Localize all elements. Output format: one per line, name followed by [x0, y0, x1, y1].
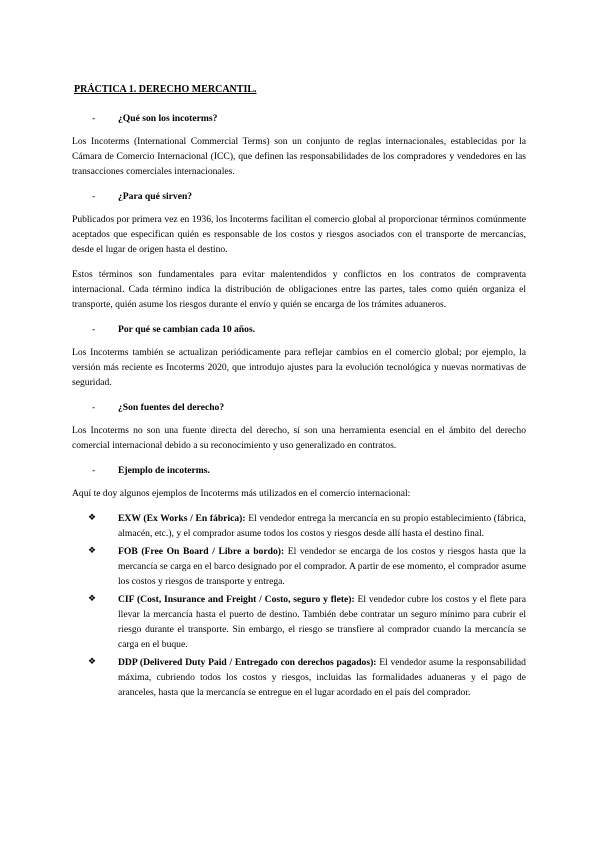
- term-label: DDP (Delivered Duty Paid / Entregado con derechos pagados):: [118, 657, 377, 668]
- term-description: El vendedor cubre los costos y el flete para llevar la mercancía hasta el puerto de destino. También debe contratar un seguro mínimo para cubrir el riesgo durante el transporte. Sin embargo, el riesgo se transfiere al comprador cuando la mercancía se carga en el buque.: [118, 594, 526, 650]
- paragraph: Aquí te doy algunos ejemplos de Incoterms más utilizados en el comercio internacional:: [72, 488, 411, 499]
- paragraph: Los Incoterms también se actualizan periódicamente para reflejar cambios en el comercio global; por ejemplo, la versión más reciente es Incoterms 2020, que introdujo ajustes para la evolución tecnológica y nuevas normativas de seguridad.: [72, 347, 526, 388]
- section-heading: [92, 400, 526, 415]
- list-item: [72, 655, 526, 700]
- heading-text: Ejemplo de incoterms.: [118, 465, 210, 476]
- document-page: [72, 82, 526, 703]
- dash-marker: -: [92, 402, 96, 413]
- paragraph: Los Incoterms no son una fuente directa del derecho, sí son una herramienta esencial en el ámbito del derecho comercial internacional debido a su reconocimiento y uso generalizado en contratos.: [72, 425, 526, 451]
- section-examples: [72, 463, 526, 700]
- section-purpose: [72, 189, 526, 312]
- section-heading: [92, 463, 526, 478]
- dash-marker: -: [92, 113, 96, 124]
- diamond-bullet-icon: ❖: [88, 546, 97, 556]
- dash-marker: -: [92, 324, 96, 335]
- term-label: FOB (Free On Board / Libre a bordo):: [118, 546, 285, 557]
- section-updates: [72, 322, 526, 390]
- term-label: CIF (Cost, Insurance and Freight / Costo, seguro y flete):: [118, 594, 355, 605]
- heading-text: ¿Qué son los incoterms?: [118, 113, 218, 124]
- document-title: PRÁCTICA 1. DERECHO MERCANTIL.: [74, 84, 257, 95]
- list-item-text: [118, 592, 526, 652]
- list-item-text: [118, 655, 526, 700]
- title-wrap: [72, 82, 526, 106]
- term-label: EXW (Ex Works / En fábrica):: [118, 513, 246, 524]
- paragraph: Publicados por primera vez en 1936, los Incoterms facilitan el comercio global al proporcionar términos comúnmente aceptados que especifican quién es responsable de los costos y riesgos asociados con el transporte de mercancías, desde el lugar de origen hasta el destino.: [72, 214, 526, 255]
- dash-marker: -: [92, 191, 96, 202]
- list-item-text: [118, 544, 526, 589]
- heading-text: ¿Son fuentes del derecho?: [118, 402, 225, 413]
- incoterms-list: [72, 511, 526, 700]
- paragraph: Los Incoterms (International Commercial Terms) son un conjunto de reglas internacionales, establecidas por la Cámara de Comercio Internacional (ICC), que definen las responsabilidades de los compradores y vendedores en las transacciones comerciales internacionales.: [72, 136, 526, 177]
- section-heading: [92, 322, 526, 337]
- diamond-bullet-icon: ❖: [88, 513, 97, 523]
- section-sources: [72, 400, 526, 453]
- heading-text: ¿Para qué sirven?: [118, 191, 193, 202]
- list-item: [72, 544, 526, 589]
- paragraph: Estos términos son fundamentales para evitar malentendidos y conflictos en los contratos de compraventa internacional. Cada término indica la distribución de obligaciones entre las partes, tales como quién organiza el transporte, quién asume los riesgos durante el envío y quién se encarga de los trámites aduaneros.: [72, 269, 526, 310]
- term-description: El vendedor asume la responsabilidad máxima, cubriendo todos los costos y riesgos, incluidas las formalidades aduaneras y el pago de aranceles, hasta que la mercancía se entregue en el lugar acordado en el país del comprador.: [118, 657, 526, 698]
- section-heading: [92, 189, 526, 204]
- section-heading: [92, 111, 526, 126]
- list-item-text: [118, 511, 526, 541]
- section-what-are: [72, 111, 526, 179]
- dash-marker: -: [92, 465, 96, 476]
- heading-text: Por qué se cambian cada 10 años.: [118, 324, 256, 335]
- diamond-bullet-icon: ❖: [88, 657, 97, 667]
- list-item: [72, 592, 526, 652]
- diamond-bullet-icon: ❖: [88, 594, 97, 604]
- term-description: El vendedor se encarga de los costos y riesgos hasta que la mercancía se carga en el barco designado por el comprador. A partir de ese momento, el comprador asume los costos y riesgos de transporte y entrega.: [118, 546, 526, 587]
- list-item: [72, 511, 526, 541]
- term-description: El vendedor entrega la mercancía en su propio establecimiento (fábrica, almacén, etc.), y el comprador asume todos los costos y riesgos desde allí hasta el destino final.: [118, 513, 527, 539]
